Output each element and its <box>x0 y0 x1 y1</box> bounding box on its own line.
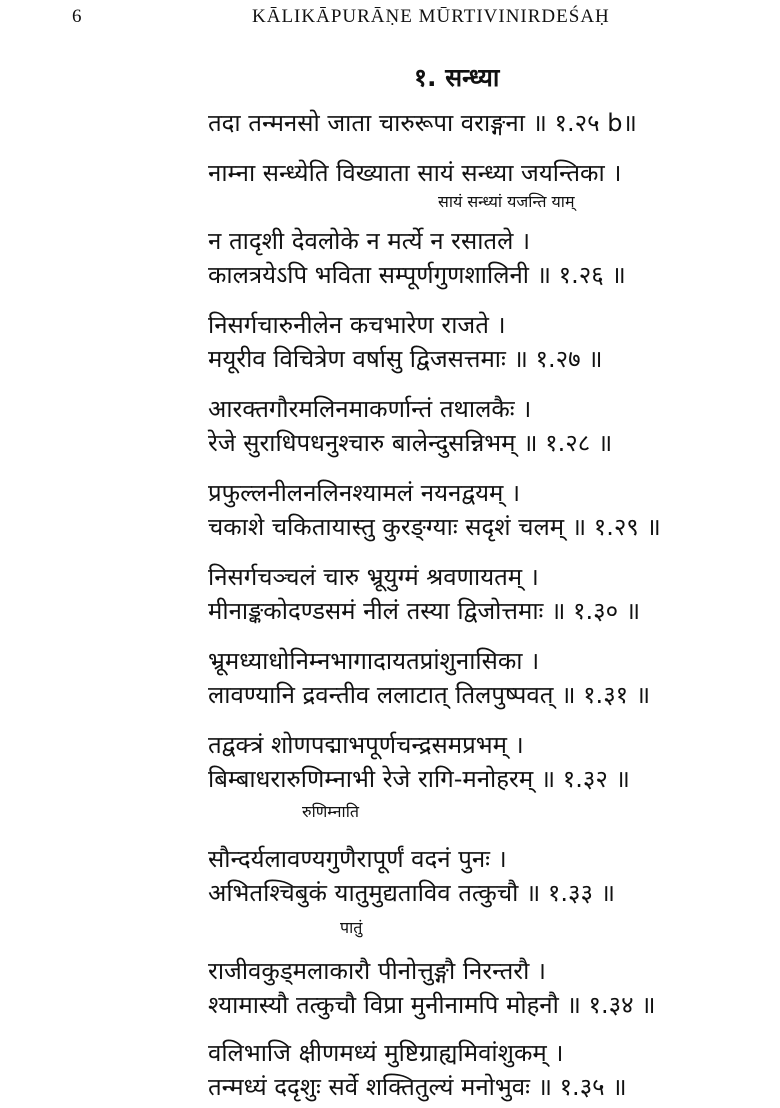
verse-line: लावण्यानि द्रवन्तीव ललाटात् तिलपुष्पवत् ॥ १.३१ ॥ <box>208 681 651 709</box>
verse-line: न तादृशी देवलोके न मर्त्ये न रसातले । <box>208 227 531 255</box>
verse-line: तदा तन्मनसो जाता चारुरूपा वराङ्गना ॥ १.२५ b॥ <box>208 109 637 137</box>
verse-line: रेजे सुराधिपधनुश्चारु बालेन्दुसन्निभम् ॥ १.२८ ॥ <box>208 429 613 457</box>
verse-line: प्रफुल्लनीलनलिनश्यामलं नयनद्वयम् । <box>208 479 521 507</box>
page-number: 6 <box>72 6 82 27</box>
verse-line: चकाशे चकितायास्तु कुरङ्ग्याः सदृशं चलम् ॥ १.२९ ॥ <box>208 513 661 541</box>
variant-note: पातुं <box>340 918 363 937</box>
verse-line: वलिभाजि क्षीणमध्यं मुष्टिग्राह्यमिवांशुकम् । <box>208 1039 564 1067</box>
chapter-title: १. सन्ध्या <box>414 63 500 92</box>
verse-line: बिम्बाधरारुणिम्नाभी रेजे रागि-मनोहरम् ॥ १.३२ ॥ <box>208 765 630 793</box>
verse-line: निसर्गचञ्चलं चारु भ्रूयुग्मं श्रवणायतम् । <box>208 563 539 591</box>
verse-line: भ्रूमध्याधोनिम्नभागादायतप्रांशुनासिका । <box>208 647 540 675</box>
verse-line: मीनाङ्ककोदण्डसमं नीलं तस्या द्विजोत्तमाः ॥ १.३० ॥ <box>208 597 641 625</box>
verse-line: तद्वक्त्रं शोणपद्माभपूर्णचन्द्रसमप्रभम् । <box>208 731 524 759</box>
verse-line: तन्मध्यं ददृशुः सर्वे शक्तितुल्यं मनोभुवः ॥ १.३५ ॥ <box>208 1073 627 1101</box>
verse-line: नाम्ना सन्ध्येति विख्याता सायं सन्ध्या जयन्तिका । <box>208 159 622 187</box>
page-header <box>0 6 780 36</box>
variant-note: सायं सन्ध्यां यजन्ति याम् <box>438 192 575 211</box>
verse-line: निसर्गचारुनीलेन कचभारेण राजते । <box>208 311 506 339</box>
running-head: KĀLIKĀPURĀṆE MŪRTIVINIRDEŚAḤ <box>252 6 610 27</box>
verse-line: सौन्दर्यलावण्यगुणैरापूर्णं वदनं पुनः । <box>208 845 507 873</box>
verse-line: श्यामास्यौ तत्कुचौ विप्रा मुनीनामपि मोहनौ ॥ १.३४ ॥ <box>208 991 656 1019</box>
verse-line: राजीवकुड्मलाकारौ पीनोत्तुङ्गौ निरन्तरौ । <box>208 957 547 985</box>
verse-line: अभितश्चिबुकं यातुमुद्यताविव तत्कुचौ ॥ १.३३ ॥ <box>208 879 615 907</box>
verse-line: आरक्तगौरमलिनमाकर्णान्तं तथालकैः । <box>208 395 532 423</box>
variant-note: रुणिम्नाति <box>302 802 359 821</box>
verse-line: कालत्रयेऽपि भविता सम्पूर्णगुणशालिनी ॥ १.२६ ॥ <box>208 261 626 289</box>
verse-line: मयूरीव विचित्रेण वर्षासु द्विजसत्तमाः ॥ १.२७ ॥ <box>208 345 603 373</box>
